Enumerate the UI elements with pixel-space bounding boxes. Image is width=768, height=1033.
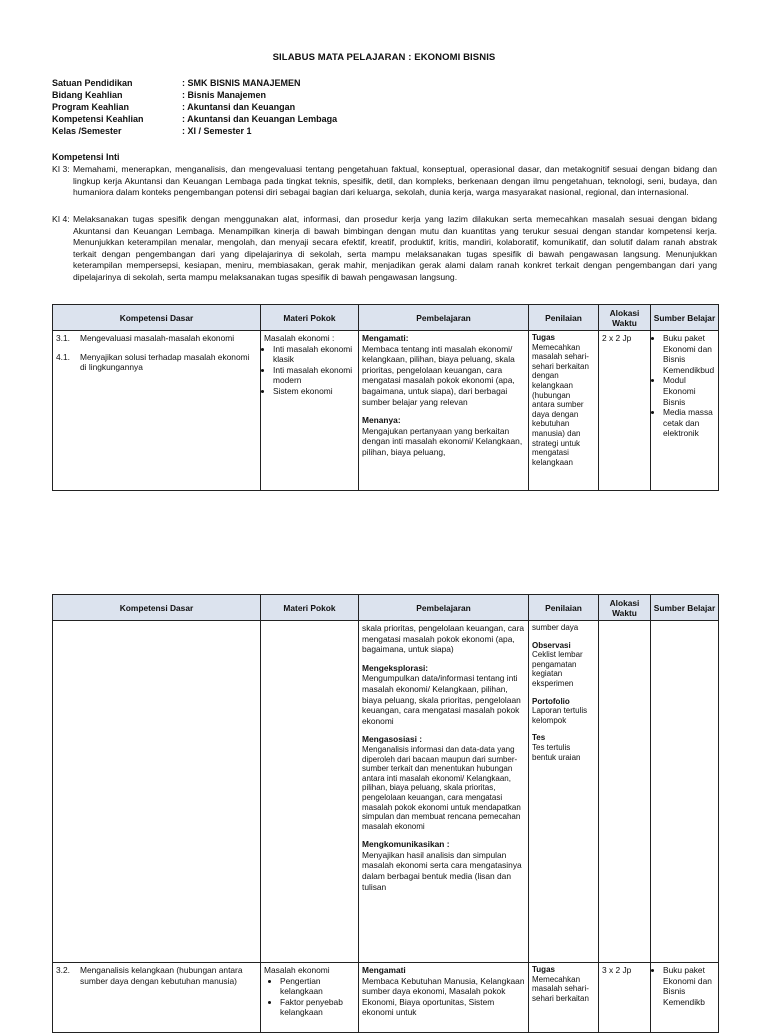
header-alokasi: Alokasi Waktu xyxy=(599,305,651,331)
syllabus-table-1 xyxy=(52,304,719,491)
materi-cell xyxy=(261,331,359,491)
asosiasi-heading: Mengasosiasi : xyxy=(362,734,423,745)
header-kd: Kompetensi Dasar xyxy=(53,305,261,331)
pembelajaran-continued: skala prioritas, pengelolaan keuangan, cara mengatasi masalah pokok ekonomi (apa, bagaimana, untuk siapa) xyxy=(362,623,525,655)
tugas-heading: Tugas xyxy=(532,333,555,342)
header-sumber: Sumber Belajar xyxy=(651,595,719,621)
table-header-row xyxy=(53,595,719,621)
header-alokasi: Alokasi Waktu xyxy=(599,595,651,621)
tes-heading: Tes xyxy=(532,733,546,743)
sumber-cell xyxy=(651,621,719,963)
meta-label: Satuan Pendidikan xyxy=(52,78,133,88)
header-penilaian: Penilaian xyxy=(529,595,599,621)
header-sumber: Sumber Belajar xyxy=(651,305,719,331)
list-item: • Buku paket Ekonomi dan Bisnis Kemendikb xyxy=(663,965,715,1007)
meta-label: Program Keahlian xyxy=(52,102,130,112)
meta-row xyxy=(52,101,482,113)
materi-list xyxy=(264,976,355,1018)
portofolio-text: Laporan tertulis kelompok xyxy=(532,706,588,725)
ki4-text: Melaksanakan tugas spesifik dengan menggunakan alat, informasi, dan prosedur kerja yang lazim dilakukan serta memecahkan masalah sesuai dengan bidang Akuntansi dan Keuangan Lembaga. Menampilkan kinerja di bawah bimbingan dengan mutu dan kuantitas yang terukur sesuai dengan standar kompetensi kerja. Menunjukkan keterampilan menalar, mengolah, dan menyaji secara efektif, kreatif, produktif, kritis, mandiri, kolaboratif, komunikatif, dan solutif dalam ranah abstrak terkait dengan pengembangan dari yang dipelajarinya di sekolah, serta mampu melaksanakan tugas spesifik di bawah pengawasan langsung. Menunjukkan keterampilan mempersepsi, kesiapan, meniru, membiasakan, gerak mahir, menjadikan gerak alami dalam ranah konkret terkait dengan pengembangan dari yang dipelajarinya di sekolah, serta mampu melaksanakan tugas spesifik di bawah pengawasan langsung. xyxy=(73,214,717,282)
kd-text: Menganalisis kelangkaan (hubungan antara sumber daya dengan kebutuhan manusia) xyxy=(80,965,243,986)
kd-number: 3.1. xyxy=(56,333,70,343)
meta-label: Kompetensi Keahlian xyxy=(52,114,144,124)
kd-cell xyxy=(53,621,261,963)
alokasi-cell: 2 x 2 Jp xyxy=(599,331,651,491)
header-pembelajaran: Pembelajaran xyxy=(359,305,529,331)
meta-row xyxy=(52,113,482,125)
meta-value: : Akuntansi dan Keuangan xyxy=(182,102,296,112)
sumber-list xyxy=(654,965,715,1007)
sumber-list xyxy=(654,333,715,439)
alokasi-cell xyxy=(599,621,651,963)
page-gap xyxy=(0,540,768,560)
syllabus-title: SILABUS MATA PELAJARAN : EKONOMI BISNIS xyxy=(272,52,496,63)
meta-value: : Akuntansi dan Keuangan Lembaga xyxy=(182,114,338,124)
kd-cell xyxy=(53,963,261,1033)
observasi-text: Ceklist lembar pengamatan kegiatan eksperimen xyxy=(532,650,583,688)
tugas-text: Memecahkan masalah sehari- sehari berkaitan xyxy=(532,974,589,1003)
header-kd: Kompetensi Dasar xyxy=(53,595,261,621)
penilaian-continued: sumber daya xyxy=(532,623,579,632)
ki3-paragraph xyxy=(52,164,717,199)
list-item: • Media massa cetak dan elektronik xyxy=(663,407,715,439)
menanya-heading: Menanya: xyxy=(362,415,401,426)
kd-cell xyxy=(53,331,261,491)
meta-label: Kelas /Semester xyxy=(52,126,122,136)
materi-list xyxy=(264,344,355,397)
penilaian-cell xyxy=(529,331,599,491)
penilaian-cell xyxy=(529,621,599,963)
pembelajaran-cell xyxy=(359,963,529,1033)
list-item: • Sistem ekonomi xyxy=(273,386,355,397)
identity-block xyxy=(52,77,482,137)
pembelajaran-cell xyxy=(359,621,529,963)
ki-heading: Kompetensi Inti xyxy=(52,152,120,162)
portofolio-heading: Portofolio xyxy=(532,696,570,706)
header-materi: Materi Pokok xyxy=(261,305,359,331)
list-item: • Modul Ekonomi Bisnis xyxy=(663,375,715,407)
header-pembelajaran: Pembelajaran xyxy=(359,595,529,621)
observasi-heading: Observasi xyxy=(532,640,571,650)
sumber-cell xyxy=(651,331,719,491)
table-row xyxy=(53,963,719,1033)
komunikasi-text: Menyajikan hasil analisis dan simpulan masalah ekonomi serta cara mengatasinya dalam berbagai bentuk media (lisan dan tulisan xyxy=(362,849,522,892)
list-item: • Inti masalah ekonomi modern xyxy=(273,365,355,386)
materi-title: Masalah ekonomi xyxy=(264,965,330,975)
meta-row xyxy=(52,77,482,89)
meta-row xyxy=(52,125,482,137)
asosiasi-text: Menganalisis informasi dan data-data yang diperoleh dari bacaan maupun dari sumber-sumber terkait dan menentukan hubungan antara inti masalah ekonomi/ Kelangkaan, pilihan, biaya peluang, skala prioritas, pengelolaan keuangan, cara mengatasi masalah pokok ekonomi untuk mendapatkan simpulan dan membuat rencana pemecahan masalah ekonomi xyxy=(362,744,521,831)
list-item: • Buku paket Ekonomi dan Bisnis Kemendikbud xyxy=(663,333,715,375)
kd-number: 4.1. xyxy=(56,351,70,362)
ki3-text: Memahami, menerapkan, menganalisis, dan mengevaluasi tentang pengetahuan faktual, konseptual, operasional dasar, dan metakognitif sesuai dengan bidang dan lingkup kerja Akuntansi dan Keuangan Lembaga pada tingkat teknis, spesifik, detil, dan kompleks, berkenaan dengan ilmu pengetahuan, teknologi, seni, budaya, dan humaniora dalam konteks pengembangan potensi diri sebagai bagian dari keluarga, sekolah, dunia kerja, warga masyarakat nasional, regional, dan internasional. xyxy=(73,164,717,198)
kd-text: Mengevaluasi masalah-masalah ekonomi xyxy=(80,333,235,343)
kd-text: Menyajikan solusi terhadap masalah ekonomi di lingkungannya xyxy=(80,351,250,373)
list-item: • Inti masalah ekonomi klasik xyxy=(273,344,355,365)
eksplorasi-heading: Mengeksplorasi: xyxy=(362,662,429,673)
mengamati-text: Membaca Kebutuhan Manusia, Kelangkaan sumber daya ekonomi, Masalah pokok Ekonomi, Biaya oportunitas, Sistem ekonomi untuk xyxy=(362,975,525,1018)
table-header-row xyxy=(53,305,719,331)
pembelajaran-cell xyxy=(359,331,529,491)
mengamati-heading: Mengamati: xyxy=(362,333,409,343)
materi-cell xyxy=(261,963,359,1033)
meta-value: : Bisnis Manajemen xyxy=(182,90,267,100)
alokasi-cell: 3 x 2 Jp xyxy=(599,963,651,1033)
penilaian-cell xyxy=(529,963,599,1033)
table-row xyxy=(53,621,719,963)
header-materi: Materi Pokok xyxy=(261,595,359,621)
meta-value: : XI / Semester 1 xyxy=(182,126,252,136)
mengamati-text: Membaca tentang inti masalah ekonomi/ kelangkaan, pilihan, biaya peluang, skala prioritas, pengelolaan keuangan, cara mengatasi masalah pokok ekonomi (apa, bagaimana, untuk siapa), dari berbagai sumber belajar yang relevan xyxy=(362,343,515,407)
list-item: • Pengertian kelangkaan xyxy=(280,976,355,997)
sumber-cell xyxy=(651,963,719,1033)
materi-title: Masalah ekonomi : xyxy=(264,333,335,343)
list-item: • Faktor penyebab kelangkaan xyxy=(280,997,355,1018)
materi-cell xyxy=(261,621,359,963)
meta-row xyxy=(52,89,482,101)
tes-text: Tes tertulis bentuk uraian xyxy=(532,742,581,762)
table-row xyxy=(53,331,719,491)
kd-number: 3.2. xyxy=(56,965,70,975)
tugas-heading: Tugas xyxy=(532,965,555,974)
menanya-text: Mengajukan pertanyaan yang berkaitan dengan inti masalah ekonomi/ Kelangkaan, pilihan, biaya peluang, xyxy=(362,425,523,457)
ki4-paragraph xyxy=(52,214,717,284)
tugas-text: Memecahkan masalah sehari- sehari berkaitan dengan kelangkaan (hubungan antara sumber daya dengan kebutuhan manusia) dan strategi untuk mengatasi kelangkaan xyxy=(532,342,589,467)
syllabus-table-2 xyxy=(52,594,719,1033)
meta-value: : SMK BISNIS MANAJEMEN xyxy=(182,78,301,88)
header-penilaian: Penilaian xyxy=(529,305,599,331)
meta-label: Bidang Keahlian xyxy=(52,90,123,100)
ki3-code: KI 3: xyxy=(52,164,70,174)
komunikasi-heading: Mengkomunikasikan : xyxy=(362,839,450,850)
ki4-code: KI 4: xyxy=(52,214,70,224)
eksplorasi-text: Mengumpulkan data/informasi tentang inti masalah ekonomi/ Kelangkaan, pilihan, biaya peluang, skala prioritas, pengelolaan keuangan, cara mengatasi masalah pokok ekonomi xyxy=(362,673,521,726)
mengamati-heading: Mengamati xyxy=(362,965,406,975)
